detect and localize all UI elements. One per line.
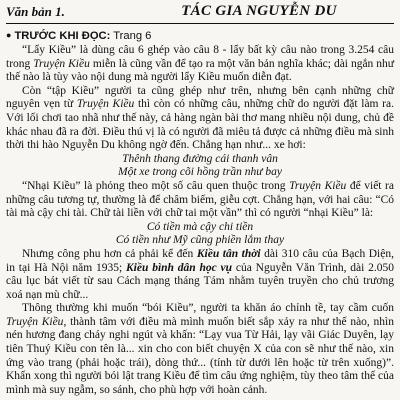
verse-line: Một xe trong cõi hồng trần như bay — [118, 166, 282, 179]
text-run: để viết ra những câu tương tự, thường là để châm biếm, giễu cợt. Chẳng hạn, với hai câu: “Có tài mà cậy chi tài. Chữ tài liền với chữ tai một vần” thì có người “nhại Kiều” là: — [6, 179, 394, 220]
book-title: Kiều tân thời — [196, 247, 261, 260]
text-run: miễn là cũng vần để tạo ra một văn bản nghĩa khác; dài ngắn như thế nào là tùy vào nội dung mà người lẩy Kiều muốn diễn đạt. — [6, 57, 394, 84]
before-reading-label: TRƯỚC KHI ĐỌC: — [14, 30, 111, 42]
paragraph-boi-kieu — [6, 302, 394, 397]
verse-line: Có tiền mà cậy chi tiền — [146, 220, 254, 233]
paragraph-lay-kieu — [6, 44, 394, 85]
verse-line: Thênh thang đường cái thanh vân — [122, 152, 278, 165]
text-run: Nhưng công phu hơn cả phải kể đến — [22, 247, 197, 260]
book-title: Kiều bình dân học vụ — [126, 261, 233, 274]
page-reference: Trang 6 — [110, 30, 152, 42]
bullet-icon: ● — [6, 30, 12, 40]
book-title: Truyện Kiều — [289, 179, 347, 192]
book-title: Truyện Kiều — [33, 57, 90, 70]
text-run: Còn “tập Kiều” người ta cũng ghép như trên, nhưng bên cạnh những chữ nguyên vẹn từ — [6, 84, 394, 111]
book-title: Truyện Kiều — [6, 315, 64, 328]
text-run: Thông thường khi muốn “bói Kiều”, người ta khăn áo chỉnh tề, tay cầm cuốn — [22, 302, 394, 315]
text-run: , thành tâm với điều mà mình muốn biết sắp xảy ra như thế nào, nhìn nén hương đang cháy nghi ngút và khấn: “Lạy vua Từ Hải, lạy vãi Giác Duyên, lạy tiên Thuý Kiều con tên là... xin cho con biết chuyện X của con sẽ như thế nào, xin ứng vào trang (phải hoặc trái), dòng thứ... (tính từ dưới lên hoặc từ trên xuống)”. Khấn xong thì người bói lật trang Kiều để tìm câu ứng nghiệm, tùy theo tâm thế của mình mà suy ngẫm, so sánh, cho phù hợp với hoàn cảnh. — [6, 315, 395, 396]
text-run: của Nguyễn Văn Trình, dài 2.050 câu lục bát viết từ sau Cách mạng tháng Tám nhằm tuyên truyền cho chủ trương xoá nạn mù chữ... — [6, 261, 395, 301]
verse-block-1 — [6, 153, 394, 180]
page-title: TÁC GIA NGUYỄN DU — [181, 3, 337, 19]
verse-line: Có tiền như Mỹ cũng phiền lắm thay — [115, 234, 285, 247]
verse-block-2 — [6, 221, 394, 248]
section-label: Văn bản 1. — [6, 4, 65, 19]
book-title: Truyện Kiều — [76, 98, 135, 111]
text-run: dài 310 câu của Bạch Diện, in tại Hà Nội năm 1935; — [6, 247, 394, 274]
page-header — [6, 3, 394, 24]
text-run: thì còn có những câu, những chữ do người đặt làm ra. Với lối chơi tao nhã như thế này, cả hàng ngàn bài thơ mang nhiều nội dung, chủ đề khác nhau đã ra đời. Điều thú vị là có người đã miêu tả được cả những điều mà sinh thời thi hào Nguyễn Du không ngờ đến. Chẳng hạn như... xe hơi: — [6, 98, 394, 152]
paragraph-nhai-kieu — [6, 180, 394, 221]
text-run: “Nhại Kiều” là phỏng theo một số câu quen thuộc trong — [22, 179, 290, 192]
before-reading-heading — [6, 29, 394, 43]
text-run: “Lẩy Kiều” là dùng câu 6 ghép vào câu 8 - lẩy bất kỳ câu nào trong 3.254 câu trong — [6, 44, 394, 70]
paragraph-tap-kieu — [6, 85, 394, 153]
paragraph-kieu-tan-thoi — [6, 248, 394, 302]
